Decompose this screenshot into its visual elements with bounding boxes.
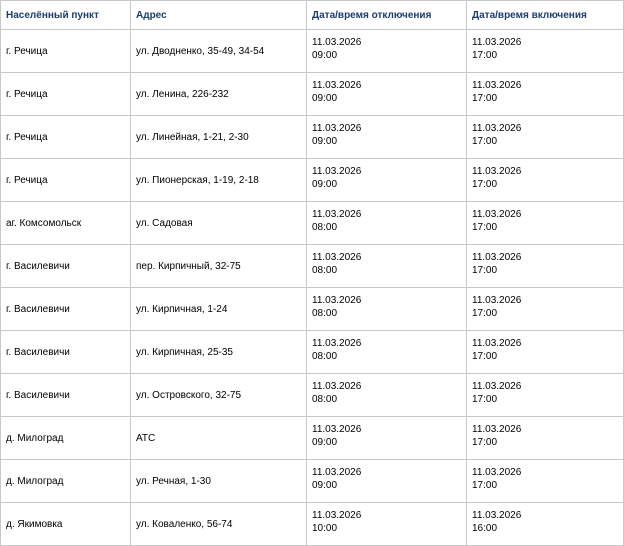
cell-off-datetime-time: 08:00 bbox=[312, 308, 338, 319]
cell-off-datetime bbox=[307, 159, 467, 202]
cell-locality: аг. Комсомольск bbox=[1, 202, 131, 245]
column-header-locality: Населённый пункт bbox=[1, 1, 131, 30]
cell-address: ул. Кирпичная, 25-35 bbox=[131, 331, 307, 374]
column-header-on-datetime: Дата/время включения bbox=[467, 1, 624, 30]
cell-on-datetime-time: 17:00 bbox=[472, 480, 498, 491]
cell-off-datetime bbox=[307, 331, 467, 374]
cell-on-datetime bbox=[467, 30, 624, 73]
cell-off-datetime-date: 11.03.2026 bbox=[312, 252, 362, 263]
cell-off-datetime bbox=[307, 417, 467, 460]
cell-on-datetime bbox=[467, 331, 624, 374]
cell-on-datetime bbox=[467, 73, 624, 116]
cell-on-datetime-date: 11.03.2026 bbox=[472, 37, 522, 48]
cell-locality: г. Василевичи bbox=[1, 331, 131, 374]
cell-on-datetime-date: 11.03.2026 bbox=[472, 381, 522, 392]
cell-off-datetime-date: 11.03.2026 bbox=[312, 123, 362, 134]
table-row bbox=[1, 245, 624, 288]
table-row bbox=[1, 116, 624, 159]
cell-on-datetime-time: 17:00 bbox=[472, 394, 498, 405]
cell-off-datetime-time: 09:00 bbox=[312, 480, 338, 491]
cell-off-datetime-date: 11.03.2026 bbox=[312, 338, 362, 349]
cell-locality: г. Речица bbox=[1, 73, 131, 116]
cell-off-datetime-date: 11.03.2026 bbox=[312, 209, 362, 220]
cell-off-datetime bbox=[307, 503, 467, 546]
cell-address: ул. Ленина, 226-232 bbox=[131, 73, 307, 116]
cell-on-datetime-time: 16:00 bbox=[472, 523, 498, 534]
cell-locality: г. Речица bbox=[1, 159, 131, 202]
table-row bbox=[1, 202, 624, 245]
cell-on-datetime bbox=[467, 245, 624, 288]
cell-on-datetime bbox=[467, 202, 624, 245]
cell-on-datetime-date: 11.03.2026 bbox=[472, 252, 522, 263]
column-header-address: Адрес bbox=[131, 1, 307, 30]
cell-on-datetime-date: 11.03.2026 bbox=[472, 123, 522, 134]
cell-on-datetime bbox=[467, 374, 624, 417]
cell-address: ул. Дводненко, 35-49, 34-54 bbox=[131, 30, 307, 73]
cell-address: ул. Коваленко, 56-74 bbox=[131, 503, 307, 546]
cell-off-datetime-date: 11.03.2026 bbox=[312, 295, 362, 306]
cell-on-datetime-time: 17:00 bbox=[472, 179, 498, 190]
table-row bbox=[1, 73, 624, 116]
cell-address: ул. Кирпичная, 1-24 bbox=[131, 288, 307, 331]
cell-off-datetime-time: 08:00 bbox=[312, 394, 338, 405]
cell-off-datetime bbox=[307, 374, 467, 417]
table-row bbox=[1, 374, 624, 417]
cell-on-datetime-time: 17:00 bbox=[472, 50, 498, 61]
cell-on-datetime-date: 11.03.2026 bbox=[472, 295, 522, 306]
table-row bbox=[1, 159, 624, 202]
cell-on-datetime-time: 17:00 bbox=[472, 93, 498, 104]
cell-locality: г. Василевичи bbox=[1, 288, 131, 331]
cell-address: ул. Пионерская, 1-19, 2-18 bbox=[131, 159, 307, 202]
column-header-off-datetime: Дата/время отключения bbox=[307, 1, 467, 30]
cell-on-datetime-time: 17:00 bbox=[472, 351, 498, 362]
cell-locality: г. Василевичи bbox=[1, 245, 131, 288]
table-row bbox=[1, 503, 624, 546]
cell-off-datetime-date: 11.03.2026 bbox=[312, 510, 362, 521]
cell-on-datetime-time: 17:00 bbox=[472, 136, 498, 147]
cell-off-datetime-date: 11.03.2026 bbox=[312, 424, 362, 435]
cell-off-datetime bbox=[307, 288, 467, 331]
cell-address: АТС bbox=[131, 417, 307, 460]
cell-locality: д. Милоград bbox=[1, 460, 131, 503]
cell-locality: г. Речица bbox=[1, 116, 131, 159]
cell-locality: д. Якимовка bbox=[1, 503, 131, 546]
cell-off-datetime-time: 09:00 bbox=[312, 179, 338, 190]
table-body bbox=[1, 30, 624, 546]
cell-on-datetime bbox=[467, 503, 624, 546]
cell-address: ул. Садовая bbox=[131, 202, 307, 245]
table-row bbox=[1, 331, 624, 374]
cell-address: ул. Линейная, 1-21, 2-30 bbox=[131, 116, 307, 159]
cell-on-datetime bbox=[467, 460, 624, 503]
cell-off-datetime-time: 09:00 bbox=[312, 50, 338, 61]
table-row bbox=[1, 30, 624, 73]
cell-on-datetime-date: 11.03.2026 bbox=[472, 467, 522, 478]
cell-on-datetime-time: 17:00 bbox=[472, 437, 498, 448]
cell-locality: д. Милоград bbox=[1, 417, 131, 460]
cell-locality: г. Речица bbox=[1, 30, 131, 73]
cell-address: пер. Кирпичный, 32-75 bbox=[131, 245, 307, 288]
cell-off-datetime bbox=[307, 202, 467, 245]
cell-off-datetime bbox=[307, 460, 467, 503]
table-header bbox=[1, 1, 624, 30]
table-row bbox=[1, 460, 624, 503]
cell-on-datetime bbox=[467, 417, 624, 460]
cell-on-datetime-date: 11.03.2026 bbox=[472, 510, 522, 521]
cell-off-datetime-time: 10:00 bbox=[312, 523, 338, 534]
header-row bbox=[1, 1, 624, 30]
cell-off-datetime-date: 11.03.2026 bbox=[312, 467, 362, 478]
cell-off-datetime-time: 09:00 bbox=[312, 93, 338, 104]
cell-off-datetime-date: 11.03.2026 bbox=[312, 37, 362, 48]
cell-on-datetime bbox=[467, 116, 624, 159]
cell-on-datetime bbox=[467, 288, 624, 331]
cell-off-datetime-date: 11.03.2026 bbox=[312, 166, 362, 177]
cell-on-datetime-date: 11.03.2026 bbox=[472, 424, 522, 435]
cell-off-datetime bbox=[307, 30, 467, 73]
table-row bbox=[1, 417, 624, 460]
cell-on-datetime-date: 11.03.2026 bbox=[472, 209, 522, 220]
table-row bbox=[1, 288, 624, 331]
cell-off-datetime bbox=[307, 116, 467, 159]
cell-on-datetime-time: 17:00 bbox=[472, 308, 498, 319]
cell-on-datetime-date: 11.03.2026 bbox=[472, 80, 522, 91]
cell-off-datetime-time: 08:00 bbox=[312, 222, 338, 233]
cell-on-datetime bbox=[467, 159, 624, 202]
cell-off-datetime-time: 09:00 bbox=[312, 136, 338, 147]
cell-off-datetime-date: 11.03.2026 bbox=[312, 381, 362, 392]
cell-on-datetime-date: 11.03.2026 bbox=[472, 338, 522, 349]
cell-on-datetime-date: 11.03.2026 bbox=[472, 166, 522, 177]
cell-off-datetime-time: 08:00 bbox=[312, 351, 338, 362]
cell-off-datetime-time: 08:00 bbox=[312, 265, 338, 276]
cell-off-datetime-date: 11.03.2026 bbox=[312, 80, 362, 91]
cell-off-datetime-time: 09:00 bbox=[312, 437, 338, 448]
cell-address: ул. Островского, 32-75 bbox=[131, 374, 307, 417]
cell-locality: г. Василевичи bbox=[1, 374, 131, 417]
cell-address: ул. Речная, 1-30 bbox=[131, 460, 307, 503]
cell-on-datetime-time: 17:00 bbox=[472, 222, 498, 233]
cell-on-datetime-time: 17:00 bbox=[472, 265, 498, 276]
cell-off-datetime bbox=[307, 245, 467, 288]
cell-off-datetime bbox=[307, 73, 467, 116]
